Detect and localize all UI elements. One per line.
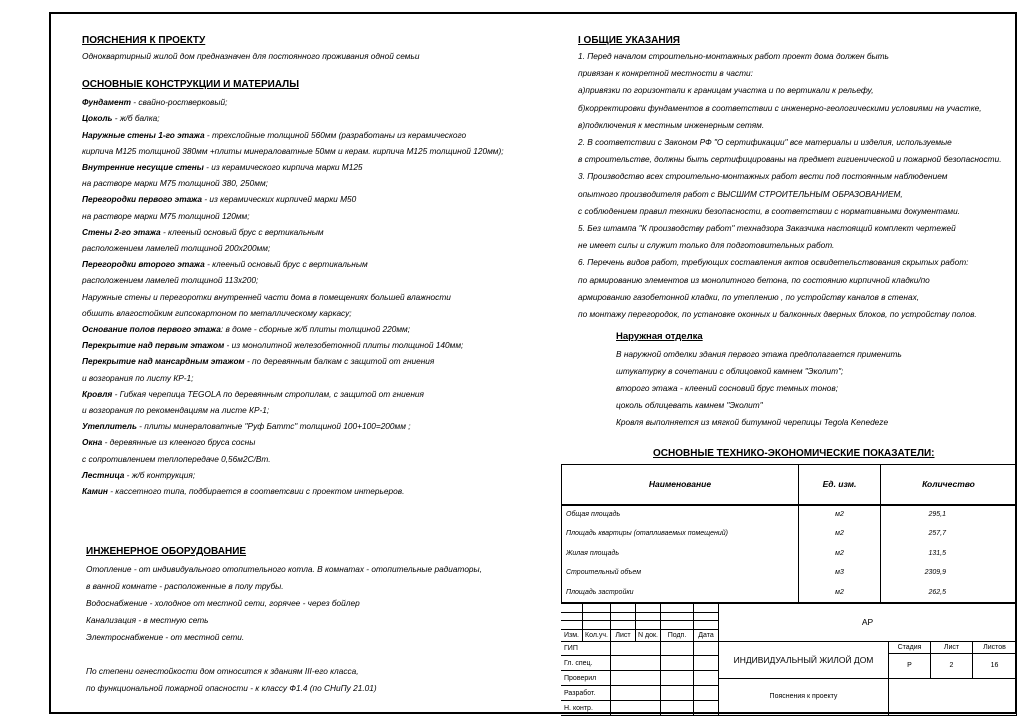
tech-indicators-title: ОСНОВНЫЕ ТЕХНИКО-ЭКОНОМИЧЕСКИЕ ПОКАЗАТЕЛИ:	[653, 448, 935, 459]
text-line	[86, 646, 482, 663]
indicator-unit: м2	[799, 544, 881, 564]
stamp-role-gip: ГИП	[561, 642, 611, 657]
stamp-role-nkontr: Н. контр.	[561, 701, 611, 716]
construction-text: - плиты минераловатные "Руф Баттс" толщиной 100+100=200мм ;	[136, 421, 411, 432]
construction-line	[82, 386, 552, 402]
header-name: Наименование	[562, 465, 799, 505]
construction-text: и возгорания по листу КР-1;	[82, 372, 194, 383]
text-line: 2. В соответствии с Законом РФ "О сертификации" все материалы и изделия, используемые	[578, 137, 952, 148]
stamp-date-cell	[694, 642, 719, 657]
indicator-unit: м2	[799, 583, 881, 603]
construction-term: Перекрытие над мансардным этажом	[82, 356, 245, 367]
text-line: По степени огнестойкости дом относится к зданиям III-его класса,	[86, 666, 359, 676]
header-quantity: Количество	[881, 465, 1017, 505]
stamp-grid-cell	[694, 621, 719, 630]
stamp-name-cell	[611, 686, 661, 701]
construction-text: на растворе марки М75 толщиной 120мм;	[82, 210, 250, 221]
text-line: в строительстве, должны быть сертифицированы на предмет гигиенической и пожарной безопасности.	[578, 154, 1002, 165]
table-row	[562, 524, 1017, 544]
text-line: штукатурку в сочетании с облицовкой камнем "Эколит";	[616, 366, 844, 376]
text-line: по функциональной пожарной опасности - к классу Ф1.4 (по СНиПу 21.01)	[86, 683, 377, 693]
stamp-header-data: Дата	[694, 630, 719, 642]
stamp-grid-cell	[583, 604, 611, 613]
construction-term: Наружные стены 1-го этажа	[82, 129, 205, 140]
stamp-code: АР	[719, 604, 1017, 642]
indicator-value: 131,5	[881, 544, 1017, 564]
construction-line	[82, 272, 552, 288]
indicator-unit: м2	[799, 524, 881, 544]
construction-text: - ж/б контрукция;	[124, 469, 196, 480]
construction-term: Внутренние несущие стены	[82, 162, 204, 173]
text-line: Канализация - в местную сеть	[86, 615, 209, 625]
section-title-general: I ОБЩИЕ УКАЗАНИЯ	[578, 35, 680, 46]
outer-finish-lines	[616, 346, 902, 431]
stamp-grid-cell	[561, 604, 583, 613]
text-line: в)подключения к местным инженерным сетям.	[578, 119, 765, 130]
stamp-stage: Р	[889, 654, 931, 679]
text-line: 5. Без штампа "К производству работ" технадзора Заказчика настоящий комплект чертежей	[578, 223, 956, 234]
construction-text: расположением ламелей толщиной 200х200мм;	[82, 243, 271, 254]
text-line: Отопление - от индивидуального отопительного котла. В комнатах - отопительные радиаторы,	[86, 564, 482, 574]
header-unit: Ед. изм.	[799, 465, 881, 505]
construction-term: Лестница	[82, 469, 125, 480]
construction-list	[82, 94, 552, 499]
text-line: 3. Производство всех строительно-монтажных работ вести под постоянным наблюдением	[578, 171, 948, 182]
engineering-lines	[86, 561, 482, 697]
construction-text: - Гибкая черепица TEGOLA по деревянным стропилам, с защитой от гниения	[112, 388, 424, 399]
text-line: цоколь облицевать камнем "Эколит"	[616, 400, 763, 410]
stamp-grid-cell	[636, 613, 661, 622]
construction-line	[82, 418, 552, 434]
stamp-grid-cell	[661, 604, 694, 613]
construction-text: : в доме - сборные ж/б плиты толщиной 220мм;	[220, 324, 411, 335]
table-row	[562, 505, 1017, 525]
construction-term: Камин	[82, 486, 108, 497]
text-line: а)привязки по горизонтали к границам участка и по вертикали к рельефу,	[578, 85, 874, 96]
text-line: армированию газобетонной кладки, по утеплению , по устройству каналов в стенах,	[578, 291, 920, 302]
stamp-date-cell	[694, 686, 719, 701]
table-header-row	[562, 465, 1017, 505]
stamp-role-prov: Проверил	[561, 671, 611, 686]
construction-line	[82, 305, 552, 321]
stamp-header-kol: Кол.уч.	[583, 630, 611, 642]
construction-line	[82, 353, 552, 369]
stamp-grid-cell	[611, 613, 636, 622]
indicator-name: Общая площадь	[562, 505, 799, 525]
construction-text: - кассетного типа, подбирается в соответсвии с проектом интерьеров.	[107, 486, 405, 497]
construction-term: Стены 2-го этажа	[82, 226, 161, 237]
section-title-engineering: ИНЖЕНЕРНОЕ ОБОРУДОВАНИЕ	[86, 546, 247, 557]
text-line: 6. Перечень видов работ, требующих составления актов освидетельствования скрытых работ:	[578, 257, 969, 268]
stamp-sign-cell	[661, 686, 694, 701]
construction-term: Перекрытие над первым этажом	[82, 340, 225, 351]
text-line: привязан к конкретной местности в части:	[578, 68, 753, 79]
text-line: 1. Перед началом строительно-монтажных работ проект дома должен быть	[578, 51, 889, 61]
construction-text: - ж/б балка;	[112, 113, 160, 124]
section-title-constructions: ОСНОВНЫЕ КОНСТРУКЦИИ И МАТЕРИАЛЫ	[82, 79, 299, 91]
construction-text: Наружные стены и перегоротки внутренней части дома в помещениях большей влажности	[82, 291, 451, 302]
indicator-unit: м2	[799, 505, 881, 525]
construction-line	[82, 321, 552, 337]
construction-line	[82, 175, 552, 191]
text-line: по армированию элементов из монолитного бетона, по состоянию кирпичной кладки/по	[578, 274, 930, 285]
indicator-name: Строительный объем	[562, 563, 799, 583]
indicator-value: 295,1	[881, 505, 1017, 525]
engineering-section	[86, 545, 482, 697]
stamp-sheet: 2	[931, 654, 973, 679]
construction-text: - свайно-ростверковый;	[131, 97, 228, 108]
stamp-sheet-name: Пояснения к проекту	[719, 679, 889, 717]
indicator-value: 2309,9	[881, 563, 1017, 583]
indicator-value: 257,7	[881, 524, 1017, 544]
construction-line	[82, 483, 552, 499]
stamp-grid-cell	[661, 621, 694, 630]
construction-text: расположением ламелей толщиной 113х200;	[82, 275, 259, 286]
stamp-header-izm: Изм.	[561, 630, 583, 642]
title-block	[561, 602, 1017, 714]
indicator-name: Площадь застройки	[562, 583, 799, 603]
stamp-sign-cell	[661, 642, 694, 657]
construction-text: и возгорания по рекомендациям на листе КР-1;	[82, 405, 270, 416]
stamp-grid-cell	[661, 613, 694, 622]
stamp-sheet-label: Лист	[931, 642, 973, 654]
text-line: в ванной комнате - расположенные в полу трубы.	[86, 581, 284, 591]
stamp-date-cell	[694, 656, 719, 671]
stamp-name-cell	[611, 642, 661, 657]
stamp-object: ИНДИВИДУАЛЬНЫЙ ЖИЛОЙ ДОМ	[719, 642, 889, 679]
construction-term: Основание полов первого этажа	[82, 324, 221, 335]
text-line: Водоснабжение - холодное от местной сети, горячее - через бойлер	[86, 598, 360, 608]
stamp-name-cell	[611, 671, 661, 686]
text-line: Электроснабжение - от местной сети.	[86, 632, 245, 642]
text-line: по монтажу перегородок, по установке оконных и балконных дверных блоков, по устройству полов.	[578, 309, 977, 320]
construction-line	[82, 240, 552, 256]
construction-text: - по деревянным балкам с защитой от гниения	[244, 356, 435, 367]
construction-text: обшить влагостойким гипсокартоном по металлическому каркасу;	[82, 307, 352, 318]
stamp-role-razr: Разработ.	[561, 686, 611, 701]
construction-line	[82, 289, 552, 305]
stamp-grid-cell	[611, 604, 636, 613]
construction-text: - трехслойные толщиной 560мм (разработаны из керамического	[204, 129, 467, 140]
construction-term: Утеплитель	[82, 421, 137, 432]
construction-line	[82, 467, 552, 483]
construction-line	[82, 191, 552, 207]
stamp-grid-cell	[583, 613, 611, 622]
text-line: с соблюдением правил техники безопасности, в соответствии с нормативными документами.	[578, 205, 961, 216]
construction-text: - из керамического кирпича марки М125	[203, 162, 363, 173]
stamp-grid-cell	[583, 621, 611, 630]
stamp-grid-cell	[694, 613, 719, 622]
tech-indicators-table	[561, 464, 1017, 602]
construction-term: Перегородки второго этажа	[82, 259, 205, 270]
text-line: Кровля выполняется из мягкой битумной черепицы Tegola Kenedeze	[616, 417, 889, 427]
stamp-stage-label: Стадия	[889, 642, 931, 654]
general-lines	[578, 48, 1018, 323]
stamp-grid-cell	[561, 621, 583, 630]
stamp-date-cell	[694, 701, 719, 716]
stamp-date-cell	[694, 671, 719, 686]
construction-line	[82, 143, 552, 159]
construction-text: на растворе марки М75 толщиной 380, 250мм;	[82, 178, 268, 189]
indicator-name: Площадь квартиры (отапливаемых помещений)	[562, 524, 799, 544]
construction-text: - из керамических кирпичей марки М50	[202, 194, 357, 205]
table-row	[562, 544, 1017, 564]
indicator-unit: м3	[799, 563, 881, 583]
construction-text: - клееный основый брус с вертикальным	[204, 259, 368, 270]
stamp-sheets: 16	[973, 654, 1017, 679]
construction-line	[82, 451, 552, 467]
text-line: опытного производителя работ с ВЫСШИМ СТРОИТЕЛЬНЫМ ОБРАЗОВАНИЕМ,	[578, 188, 903, 199]
construction-term: Фундамент	[82, 97, 131, 108]
construction-text: - клееный основый брус с вертикальным	[160, 226, 324, 237]
stamp-name-cell	[611, 701, 661, 716]
construction-line	[82, 224, 552, 240]
stamp-grid-cell	[636, 621, 661, 630]
text-line: не имеет силы и служит только для подготовительных работ.	[578, 240, 835, 251]
stamp-grid-cell	[561, 613, 583, 622]
stamp-header-ndok: N док.	[636, 630, 661, 642]
stamp-name-cell	[611, 656, 661, 671]
construction-text: - деревянные из клееного бруса сосны	[102, 437, 256, 448]
construction-term: Цоколь	[82, 113, 113, 124]
construction-line	[82, 159, 552, 175]
text-line: второго этажа - клеений сосновий брус темных тонов;	[616, 383, 839, 393]
construction-text: с сопротивлением теплопередаче 0,56м2С/Вт.	[82, 453, 271, 464]
stamp-grid-cell	[694, 604, 719, 613]
stamp-org-cell	[889, 679, 1017, 717]
construction-line	[82, 208, 552, 224]
construction-line	[82, 434, 552, 450]
construction-text: - из монолитной железобетонной плиты толщиной 140мм;	[224, 340, 464, 351]
intro-line: Одноквартирный жилой дом предназначен для постоянного проживания одной семьи	[82, 51, 420, 61]
outer-finish-section	[616, 330, 902, 431]
stamp-sign-cell	[661, 656, 694, 671]
text-line: В наружной отделки здания первого этажа предполагается применить	[616, 349, 902, 359]
construction-line	[82, 337, 552, 353]
construction-term: Перегородки первого этажа	[82, 194, 203, 205]
stamp-sign-cell	[661, 671, 694, 686]
construction-term: Окна	[82, 437, 103, 448]
construction-line	[82, 94, 552, 110]
construction-line	[82, 110, 552, 126]
indicator-name: Жилая площадь	[562, 544, 799, 564]
table-row	[562, 583, 1017, 603]
section-title-explanations: ПОЯСНЕНИЯ К ПРОЕКТУ	[82, 35, 206, 46]
stamp-header-list: Лист	[611, 630, 636, 642]
construction-text: кирпича М125 толщиной 380мм +плиты минераловатные 50мм и керам. кирпича М125 толщиной 120мм);	[82, 145, 504, 156]
right-column	[578, 34, 1018, 323]
stamp-role-glspec: Гл. спец.	[561, 656, 611, 671]
construction-term: Кровля	[82, 388, 113, 399]
stamp-grid-cell	[611, 621, 636, 630]
construction-line	[82, 256, 552, 272]
left-column	[82, 34, 552, 499]
indicator-value: 262,5	[881, 583, 1017, 603]
section-title-outer-finish: Наружная отделка	[616, 331, 703, 342]
construction-line	[82, 402, 552, 418]
table-row	[562, 563, 1017, 583]
construction-line	[82, 127, 552, 143]
stamp-grid-cell	[636, 604, 661, 613]
construction-line	[82, 370, 552, 386]
stamp-sign-cell	[661, 701, 694, 716]
stamp-header-podp: Подп.	[661, 630, 694, 642]
text-line: б)корректировки фундаментов в соответствии с инженерно-геологическими условиями на участке,	[578, 102, 982, 113]
stamp-sheets-label: Листов	[973, 642, 1017, 654]
